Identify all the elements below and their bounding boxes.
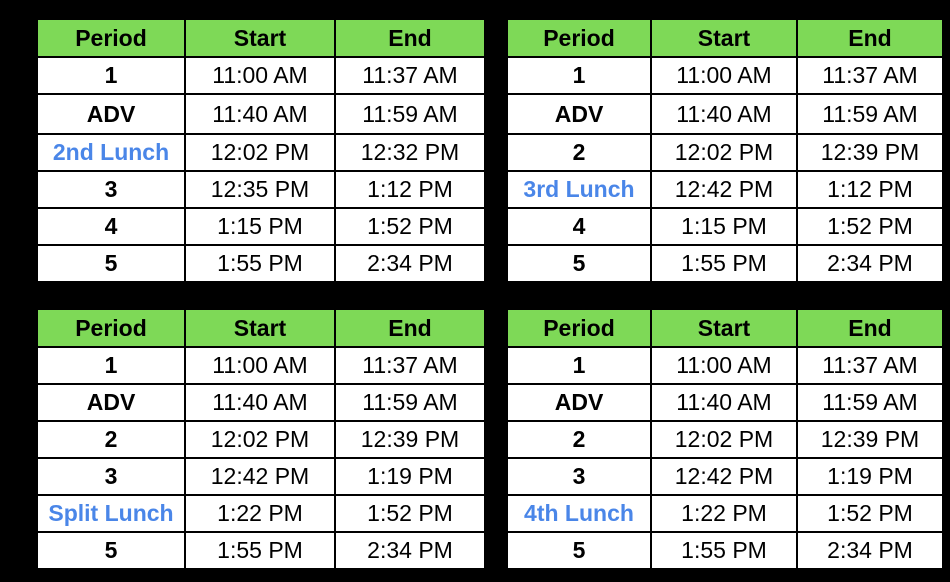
table-row — [507, 495, 943, 532]
table-row — [37, 384, 485, 421]
table-header-row — [507, 19, 943, 57]
end-cell: 11:37 AM — [797, 57, 943, 94]
end-cell: 1:12 PM — [335, 171, 485, 208]
table-row — [37, 57, 485, 94]
table-row — [507, 134, 943, 171]
start-cell: 12:02 PM — [185, 134, 335, 171]
table-row — [37, 245, 485, 282]
start-cell: 1:55 PM — [651, 532, 797, 569]
schedule-table-bottom-right — [506, 308, 944, 570]
table-row — [37, 532, 485, 569]
period-cell: 1 — [37, 57, 185, 94]
period-cell: 1 — [507, 57, 651, 94]
start-cell: 1:55 PM — [185, 532, 335, 569]
table-row — [37, 458, 485, 495]
end-cell: 12:32 PM — [335, 134, 485, 171]
period-header: Period — [37, 19, 185, 57]
period-cell: ADV — [507, 94, 651, 134]
start-cell: 12:42 PM — [651, 458, 797, 495]
period-cell: 3rd Lunch — [507, 171, 651, 208]
period-cell: 5 — [37, 245, 185, 282]
end-cell: 11:37 AM — [335, 57, 485, 94]
table-row — [37, 421, 485, 458]
period-cell: 3 — [37, 458, 185, 495]
start-header: Start — [185, 309, 335, 347]
table-row — [507, 532, 943, 569]
end-header: End — [335, 19, 485, 57]
period-header: Period — [507, 309, 651, 347]
period-header: Period — [507, 19, 651, 57]
table-header-row — [37, 309, 485, 347]
end-cell: 2:34 PM — [335, 245, 485, 282]
period-cell: 4th Lunch — [507, 495, 651, 532]
start-cell: 1:55 PM — [185, 245, 335, 282]
start-cell: 12:42 PM — [651, 171, 797, 208]
table-row — [507, 57, 943, 94]
end-cell: 2:34 PM — [335, 532, 485, 569]
start-cell: 12:02 PM — [185, 421, 335, 458]
period-cell: 4 — [37, 208, 185, 245]
end-header: End — [335, 309, 485, 347]
period-cell: 2 — [37, 421, 185, 458]
start-cell: 12:02 PM — [651, 421, 797, 458]
table-row — [507, 458, 943, 495]
table-row — [37, 208, 485, 245]
start-cell: 11:00 AM — [185, 347, 335, 384]
period-cell: 3 — [507, 458, 651, 495]
period-cell: 2 — [507, 421, 651, 458]
start-cell: 1:55 PM — [651, 245, 797, 282]
table-row — [37, 134, 485, 171]
end-cell: 11:59 AM — [335, 94, 485, 134]
end-cell: 1:19 PM — [335, 458, 485, 495]
table-header-row — [37, 19, 485, 57]
start-cell: 11:40 AM — [651, 384, 797, 421]
period-cell: 5 — [37, 532, 185, 569]
period-cell: 2nd Lunch — [37, 134, 185, 171]
period-cell: ADV — [37, 94, 185, 134]
start-cell: 11:00 AM — [651, 57, 797, 94]
schedule-table-bottom-left — [36, 308, 486, 570]
end-cell: 11:37 AM — [797, 347, 943, 384]
start-cell: 12:02 PM — [651, 134, 797, 171]
period-cell: 1 — [507, 347, 651, 384]
table-row — [507, 171, 943, 208]
start-cell: 1:22 PM — [651, 495, 797, 532]
table-row — [37, 495, 485, 532]
start-cell: 12:35 PM — [185, 171, 335, 208]
end-cell: 12:39 PM — [797, 421, 943, 458]
end-cell: 2:34 PM — [797, 245, 943, 282]
end-cell: 1:52 PM — [797, 495, 943, 532]
start-header: Start — [651, 19, 797, 57]
table-row — [37, 347, 485, 384]
table-row — [507, 347, 943, 384]
table-row — [507, 94, 943, 134]
end-header: End — [797, 309, 943, 347]
end-header: End — [797, 19, 943, 57]
end-cell: 12:39 PM — [335, 421, 485, 458]
period-header: Period — [37, 309, 185, 347]
table-row — [507, 421, 943, 458]
period-cell: 1 — [37, 347, 185, 384]
end-cell: 11:59 AM — [797, 384, 943, 421]
table-row — [507, 384, 943, 421]
start-cell: 12:42 PM — [185, 458, 335, 495]
end-cell: 1:12 PM — [797, 171, 943, 208]
table-row — [507, 245, 943, 282]
start-header: Start — [185, 19, 335, 57]
period-cell: 2 — [507, 134, 651, 171]
end-cell: 11:37 AM — [335, 347, 485, 384]
period-cell: 5 — [507, 532, 651, 569]
period-cell: 3 — [37, 171, 185, 208]
table-row — [507, 208, 943, 245]
period-cell: ADV — [507, 384, 651, 421]
start-cell: 11:00 AM — [651, 347, 797, 384]
start-cell: 1:15 PM — [651, 208, 797, 245]
table-row — [37, 94, 485, 134]
period-cell: 5 — [507, 245, 651, 282]
end-cell: 11:59 AM — [335, 384, 485, 421]
end-cell: 1:52 PM — [335, 208, 485, 245]
schedule-table-top-left — [36, 18, 486, 283]
table-row — [37, 171, 485, 208]
end-cell: 1:52 PM — [797, 208, 943, 245]
schedule-table-top-right — [506, 18, 944, 283]
end-cell: 12:39 PM — [797, 134, 943, 171]
period-cell: Split Lunch — [37, 495, 185, 532]
start-cell: 11:40 AM — [185, 94, 335, 134]
end-cell: 1:19 PM — [797, 458, 943, 495]
start-cell: 1:15 PM — [185, 208, 335, 245]
period-cell: ADV — [37, 384, 185, 421]
table-header-row — [507, 309, 943, 347]
start-cell: 11:40 AM — [651, 94, 797, 134]
end-cell: 1:52 PM — [335, 495, 485, 532]
start-cell: 11:00 AM — [185, 57, 335, 94]
start-header: Start — [651, 309, 797, 347]
start-cell: 1:22 PM — [185, 495, 335, 532]
period-cell: 4 — [507, 208, 651, 245]
start-cell: 11:40 AM — [185, 384, 335, 421]
end-cell: 11:59 AM — [797, 94, 943, 134]
end-cell: 2:34 PM — [797, 532, 943, 569]
